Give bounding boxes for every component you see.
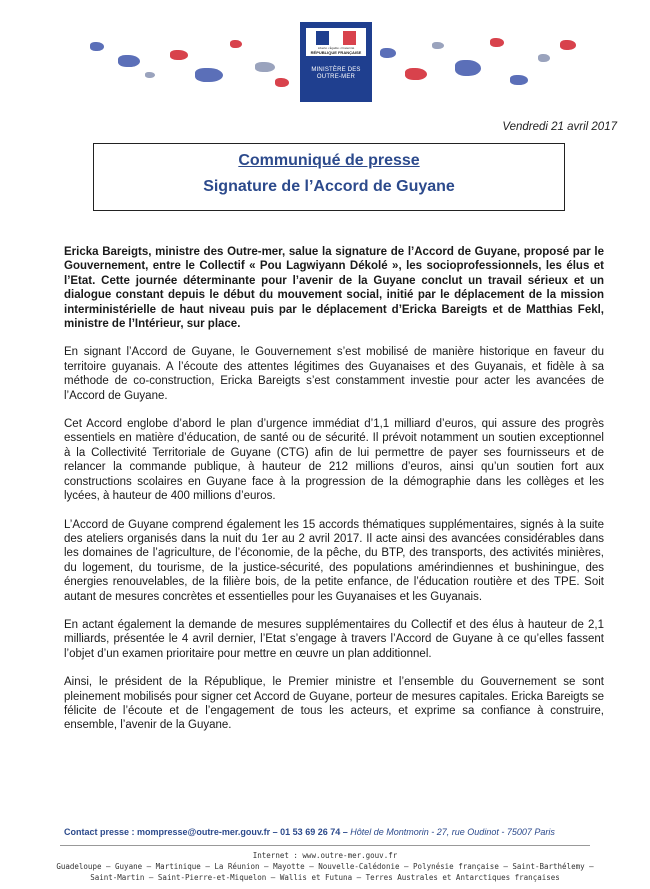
body-paragraph: Cet Accord englobe d’abord le plan d’urgence immédiat d’1,1 milliard d’euros, qui assure des progrès essentiels en matière d’éducation, de santé ou de sécurité. Il prévoit notamment un soutien exceptionnel à la Collectivité Territoriale de Guyane (CTG) afin de lui permettre de payer ses fournisseurs et de relancer la commande publique, à hauteur de 212 millions d’euros, ainsi qu’un soutien fort aux constructions scolaires en Guyane face à la progression de la démographie dans les collèges et les lycées, à hauteur de 400 millions d’euros. xyxy=(64,418,604,503)
document-type-heading: Communiqué de presse xyxy=(238,152,420,169)
island-shape xyxy=(90,42,104,51)
title-box xyxy=(93,143,565,211)
island-shape xyxy=(195,68,223,82)
ministry-address: Hôtel de Montmorin - 27, rue Oudinot - 75007 Paris xyxy=(350,827,555,837)
island-shape xyxy=(255,62,275,72)
footer-divider xyxy=(60,845,590,846)
contact-details: Contact presse : mompresse@outre-mer.gouv.fr – 01 53 69 26 74 – xyxy=(64,827,348,837)
island-shape xyxy=(510,75,528,85)
territories-list xyxy=(40,861,610,883)
island-shape xyxy=(560,40,576,50)
island-shape xyxy=(405,68,427,80)
island-shape xyxy=(230,40,242,48)
island-shape xyxy=(432,42,444,49)
marianne-emblem xyxy=(306,28,366,56)
body-paragraph: L’Accord de Guyane comprend également les 15 accords thématiques supplémentaires, signés à la suite des ateliers organisés dans la nuit du 1er au 2 avril 2017. Il acte ainsi des avancées considérables dans les domaines de l’agriculture, de l’économie, de la pêche, du BTP, des transports, des activités minières, du logement, du tourisme, de la justice-sécurité, des populations amérindiennes et bushiningue, des énergies renouvelables, de la filière bois, de la petite enfance, de l’éducation routière et des TPE. Soit autant de mesures concrètes et essentielles pour les Guyanaises et les Guyanais. xyxy=(64,518,604,603)
french-flag-icon xyxy=(316,31,356,45)
ministry-logo xyxy=(300,22,372,102)
document-title: Signature de l’Accord de Guyane xyxy=(203,178,455,195)
island-shape xyxy=(145,72,155,78)
island-shape xyxy=(118,55,140,67)
territories-line: Saint-Martin – Saint-Pierre-et-Miquelon – Wallis et Futuna – Terres Australes et Antarctiques françaises xyxy=(90,873,560,882)
island-shape xyxy=(380,48,396,58)
logo-ministry-name: MINISTÈRE DES OUTRE-MER xyxy=(311,67,361,80)
body-paragraph: En actant également la demande de mesures supplémentaires du Collectif et des élus à hauteur de 2,1 milliards, présentée le 4 avril dernier, l’Etat s’engage à travers l’Accord de Guyane à ce qu’elles fassent l’objet d’un examen prioritaire pour mettre en œuvre un plan additionnel. xyxy=(64,618,604,660)
island-shape xyxy=(490,38,504,47)
logo-motto: Liberté • Égalité • Fraternité xyxy=(317,46,355,50)
press-contact xyxy=(64,827,555,837)
island-shape xyxy=(170,50,188,60)
island-shape xyxy=(275,78,289,87)
island-shape xyxy=(538,54,550,62)
publication-date: Vendredi 21 avril 2017 xyxy=(502,121,617,133)
press-release-body xyxy=(64,245,604,733)
body-paragraph: En signant l’Accord de Guyane, le Gouvernement s’est mobilisé de manière historique en faveur du territoire guyanais. A l’écoute des attentes légitimes des Guyanaises et des Guyanais, et fidèle à sa méthode de co-construction, Ericka Bareigts s’est constamment investie pour acter les avancées de l’Accord de Guyane. xyxy=(64,346,604,402)
body-paragraph: Ainsi, le président de la République, le Premier ministre et l’ensemble du Gouvernement se sont pleinement mobilisés pour signer cet Accord de Guyane, porteur de mesures capitales. Ericka Bareigts se félicite de l’écoute et de l’engagement de tous les acteurs, et exprime sa confiance à construire, ensemble, l’avenir de la Guyane. xyxy=(64,676,604,732)
website-link[interactable]: Internet : www.outre-mer.gouv.fr xyxy=(252,851,398,860)
lead-paragraph: Ericka Bareigts, ministre des Outre-mer, salue la signature de l’Accord de Guyane, proposé par le Gouvernement, entre le Collectif « Pou Lagwiyann Dékolé », les socioprofessionnels, les élus et l’Etat. Cette journée déterminante pour l’avenir de la Guyane conclut un travail sérieux et un dialogue constant depuis le début du mouvement social, initié par le déplacement de la mission interministérielle de haut niveau puis par le déplacement d’Ericka Bareigts et de Matthias Fekl, ministre de l’Intérieur, sur place. xyxy=(64,246,604,331)
logo-republic: RÉPUBLIQUE FRANÇAISE xyxy=(310,50,362,55)
territories-line: Guadeloupe – Guyane – Martinique – La Réunion – Mayotte – Nouvelle-Calédonie – Polynésie française – Saint-Barthélemy – xyxy=(56,862,594,871)
island-shape xyxy=(455,60,481,76)
